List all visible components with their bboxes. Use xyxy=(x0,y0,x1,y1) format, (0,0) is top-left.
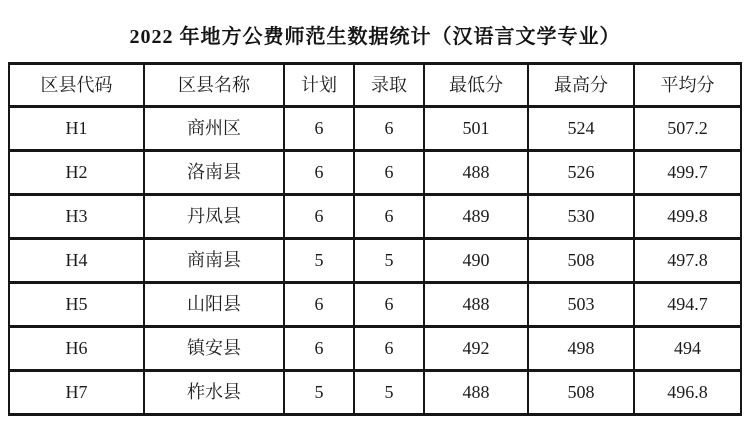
table-cell: 镇安县 xyxy=(144,327,284,371)
table-cell: H6 xyxy=(9,327,144,371)
table-cell: 492 xyxy=(424,327,528,371)
table-row xyxy=(9,195,741,239)
table-cell: 6 xyxy=(284,327,354,371)
table-cell: 496.8 xyxy=(634,371,741,415)
table-cell: H4 xyxy=(9,239,144,283)
table-cell: 5 xyxy=(284,239,354,283)
table-row xyxy=(9,327,741,371)
data-table xyxy=(8,62,742,416)
table-row xyxy=(9,151,741,195)
table-cell: 488 xyxy=(424,151,528,195)
table-cell: 489 xyxy=(424,195,528,239)
table-cell: 6 xyxy=(354,327,424,371)
table-cell: 5 xyxy=(284,371,354,415)
table-cell: 商州区 xyxy=(144,107,284,151)
table-cell: 6 xyxy=(284,283,354,327)
table-cell: 6 xyxy=(354,151,424,195)
table-cell: 6 xyxy=(354,283,424,327)
table-cell: 488 xyxy=(424,371,528,415)
table-cell: 6 xyxy=(284,195,354,239)
page-title: 2022 年地方公费师范生数据统计（汉语言文学专业） xyxy=(129,26,621,48)
table-cell: 530 xyxy=(528,195,634,239)
table-cell: 494.7 xyxy=(634,283,741,327)
table-body xyxy=(9,107,741,415)
table-cell: H7 xyxy=(9,371,144,415)
table-cell: 490 xyxy=(424,239,528,283)
table-row xyxy=(9,107,741,151)
table-cell: 6 xyxy=(354,195,424,239)
table-cell: 524 xyxy=(528,107,634,151)
table-cell: 508 xyxy=(528,239,634,283)
table-cell: 6 xyxy=(354,107,424,151)
table-cell: 5 xyxy=(354,239,424,283)
table-row xyxy=(9,371,741,415)
table-cell: 501 xyxy=(424,107,528,151)
table-cell: 5 xyxy=(354,371,424,415)
table-cell: 494 xyxy=(634,327,741,371)
table-cell: H1 xyxy=(9,107,144,151)
table-cell: 柞水县 xyxy=(144,371,284,415)
table-cell: H5 xyxy=(9,283,144,327)
column-header-district-code: 区县代码 xyxy=(9,64,144,107)
table-cell: 山阳县 xyxy=(144,283,284,327)
table-cell: H2 xyxy=(9,151,144,195)
table-cell: 6 xyxy=(284,107,354,151)
table-cell: 503 xyxy=(528,283,634,327)
table-cell: 499.7 xyxy=(634,151,741,195)
column-header-max-score: 最高分 xyxy=(528,64,634,107)
table-cell: 商南县 xyxy=(144,239,284,283)
table-cell: 499.8 xyxy=(634,195,741,239)
column-header-admitted: 录取 xyxy=(354,64,424,107)
table-cell: 6 xyxy=(284,151,354,195)
table-header-row xyxy=(9,64,741,107)
table-cell: 497.8 xyxy=(634,239,741,283)
table-cell: 507.2 xyxy=(634,107,741,151)
table-cell: 508 xyxy=(528,371,634,415)
column-header-district-name: 区县名称 xyxy=(144,64,284,107)
column-header-plan: 计划 xyxy=(284,64,354,107)
table-cell: 498 xyxy=(528,327,634,371)
table-cell: 488 xyxy=(424,283,528,327)
table-cell: 洛南县 xyxy=(144,151,284,195)
table-cell: 526 xyxy=(528,151,634,195)
table-row xyxy=(9,283,741,327)
column-header-min-score: 最低分 xyxy=(424,64,528,107)
table-cell: H3 xyxy=(9,195,144,239)
table-row xyxy=(9,239,741,283)
column-header-avg-score: 平均分 xyxy=(634,64,741,107)
table-cell: 丹凤县 xyxy=(144,195,284,239)
